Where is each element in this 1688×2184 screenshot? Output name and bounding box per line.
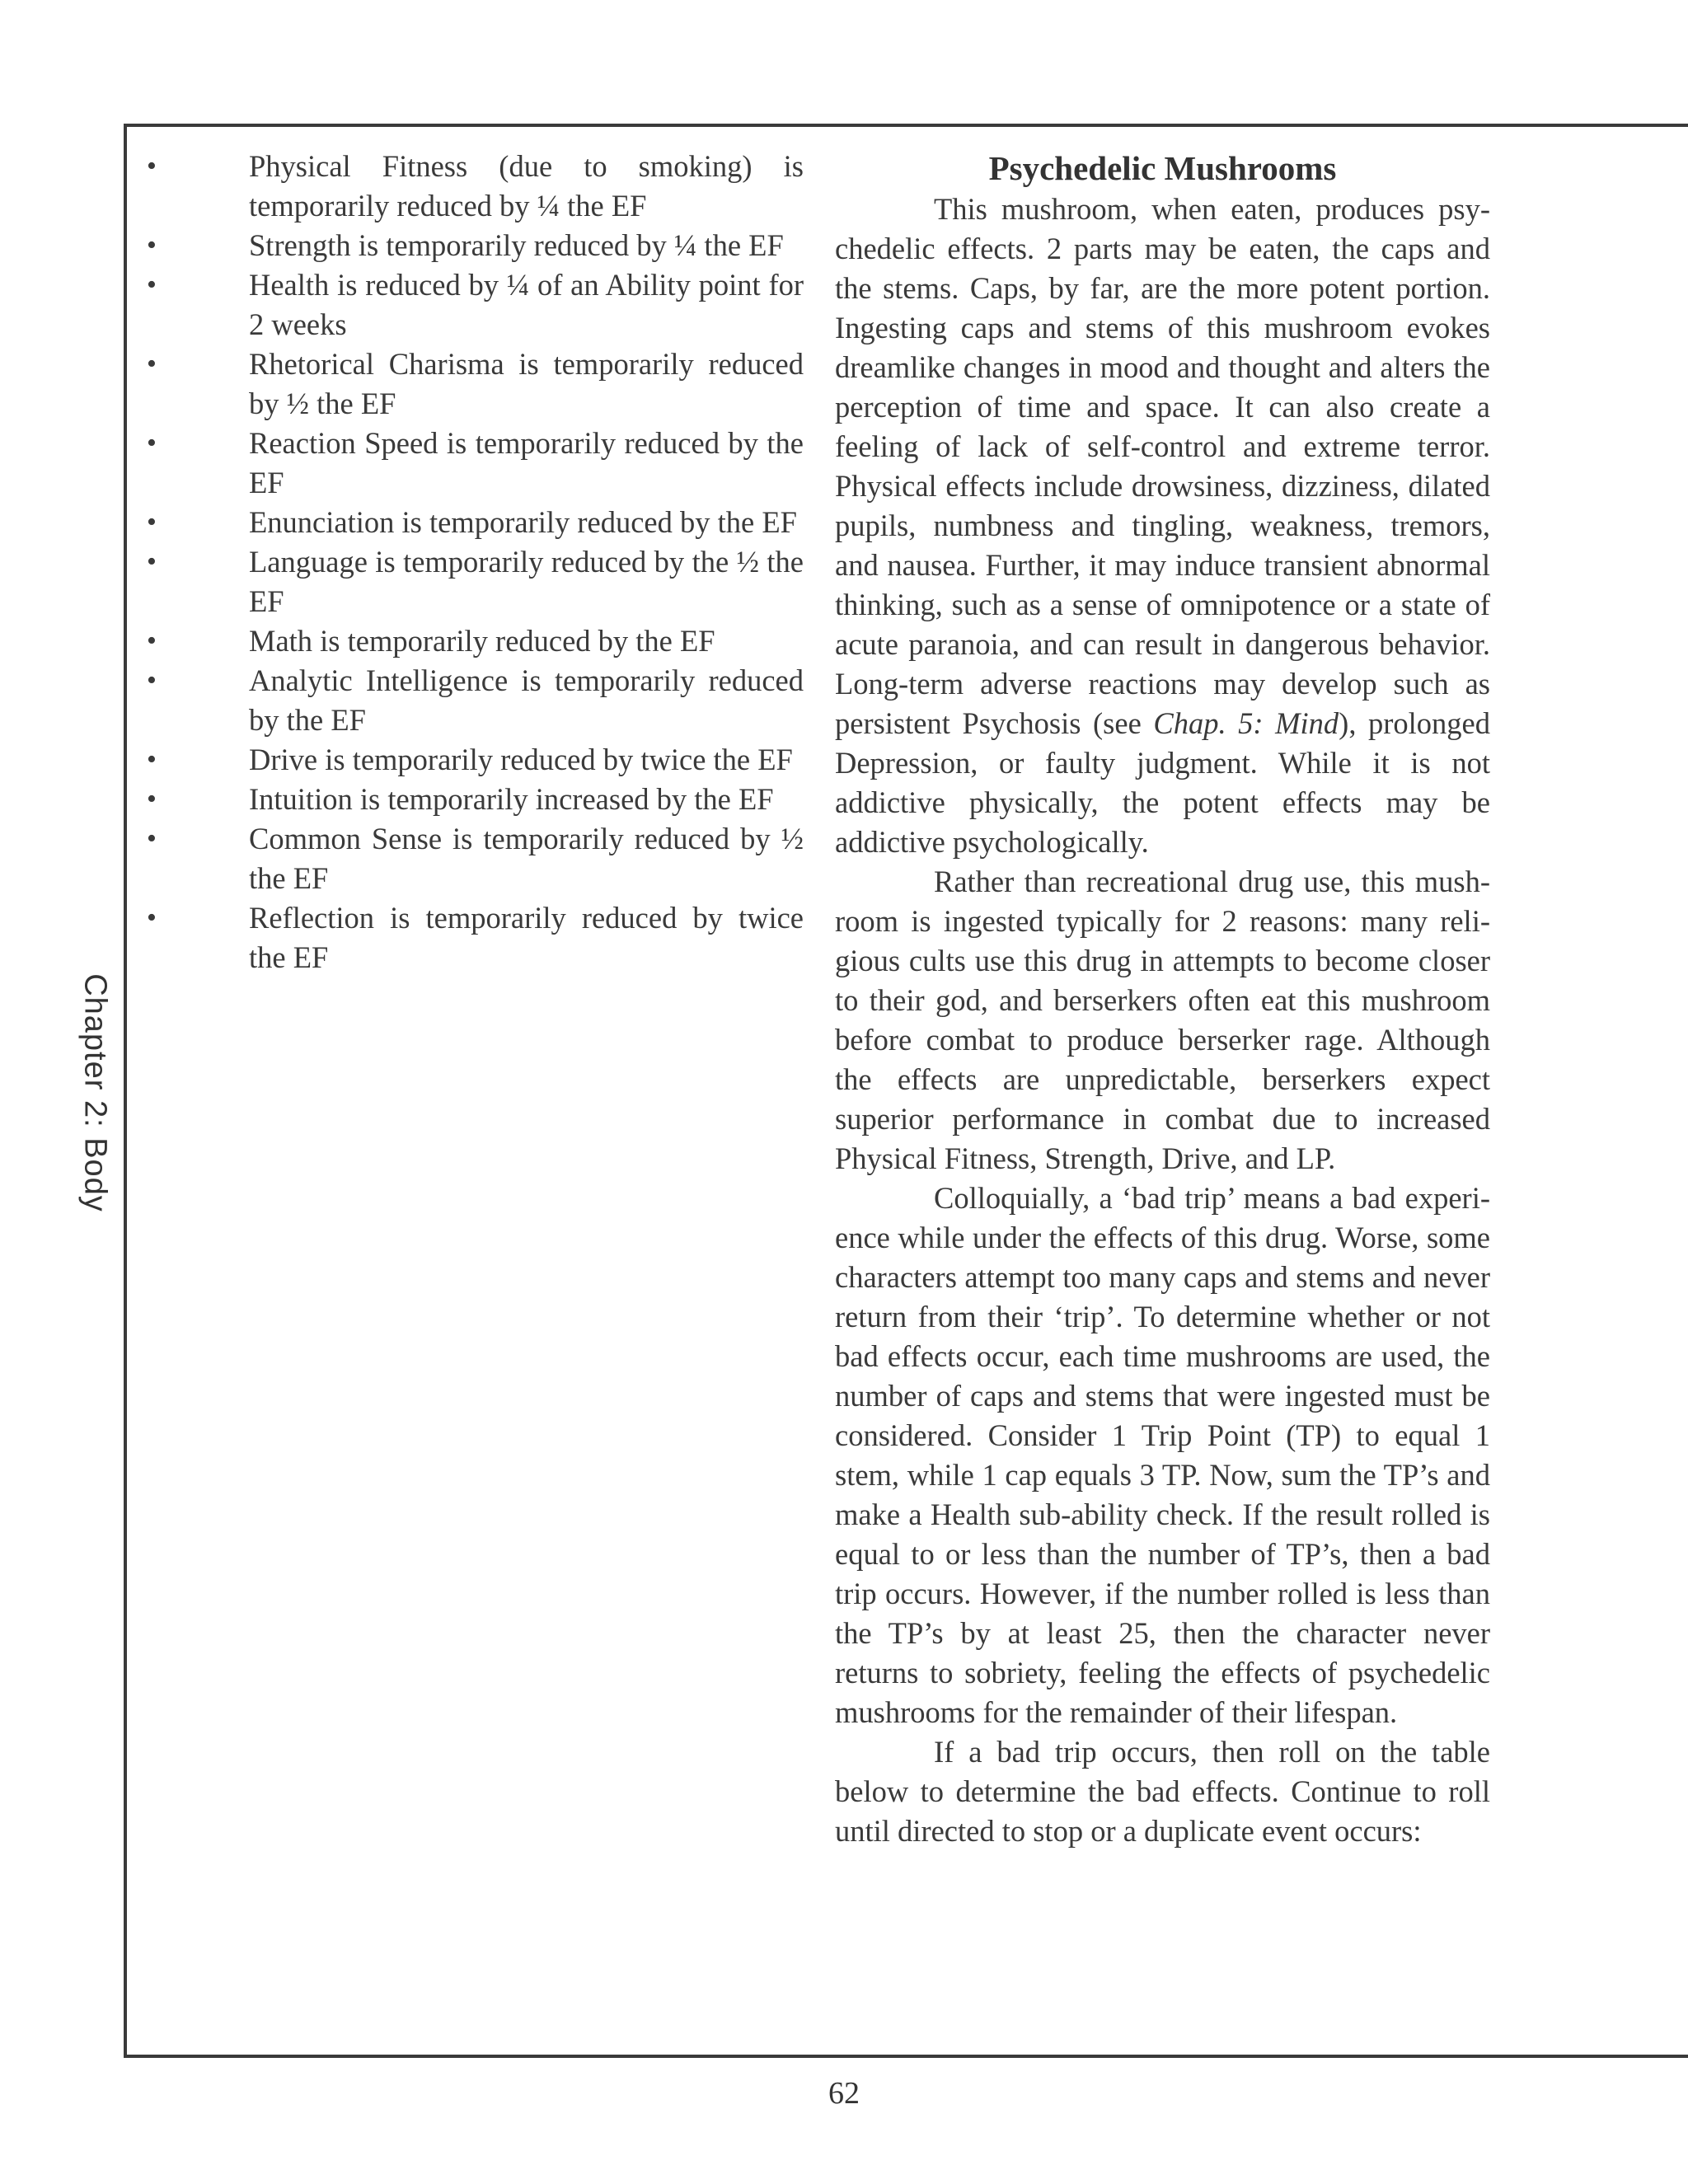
bullet-item: • Physical Fitness (due to smoking) is temporarily reduced by ¼ the EF (147, 147, 804, 226)
bullet-item: • Reaction Speed is temporarily reduced by the EF (147, 424, 804, 503)
bullet-icon: • (147, 349, 157, 379)
bullet-item: • Health is reduced by ¼ of an Ability point for 2 weeks (147, 265, 804, 344)
bullet-item: • Common Sense is temporarily reduced by ½ the EF (147, 819, 804, 898)
bullet-icon: • (147, 507, 157, 537)
bullet-item: • Reflection is temporarily reduced by twice the EF (147, 898, 804, 977)
left-column (147, 147, 804, 977)
bullet-icon: • (147, 784, 157, 814)
bullet-icon: • (147, 823, 157, 854)
bullet-item: • Language is temporarily reduced by the ½ the EF (147, 542, 804, 621)
bullet-icon: • (147, 665, 157, 696)
right-column (835, 147, 1490, 1851)
bullet-item: • Rhetorical Charisma is temporarily reduced by ½ the EF (147, 344, 804, 424)
bullet-item: • Strength is temporarily reduced by ¼ the EF (147, 226, 804, 265)
effects-bullet-list (147, 147, 804, 977)
bullet-icon: • (147, 428, 157, 458)
paragraph-roll-table: If a bad trip occurs, then roll on the table below to determine the bad effects. Continue to roll until directed to stop or a duplicate event occurs: (835, 1735, 1490, 1848)
bullet-item: • Math is temporarily reduced by the EF (147, 621, 804, 661)
bullet-item: • Analytic Intelligence is temporarily reduced by the EF (147, 661, 804, 740)
bullet-icon: • (147, 902, 157, 933)
paragraph-intro: This mushroom, when eaten, produces psychedelic effects. 2 parts may be eaten, the caps and the stems. Caps, by far, are the more potent portion. Ingesting caps and stems of this mushroom evokes dreamlike changes in mood and thought and alters the perception of time and space. It can also create a feeling of lack of self-control and extreme terror. Physical effects include drowsiness, dizziness, dilated pupils, numbness and tingling, weakness, tremors, and nausea. Further, it may induce transient abnormal thinking, such as a sense of omnipotence or a state of acute paranoia, and can result in dangerous behavior. Long-term adverse reactions may develop such as persistent Psychosis (see Chap. 5: Mind), prolonged Depression, or faulty judgment. While it is not addictive physically, the potent effects may be addictive psychologically. (835, 192, 1491, 859)
bullet-icon: • (147, 151, 157, 181)
bullet-icon: • (147, 230, 157, 260)
bullet-item: • Intuition is temporarily increased by the EF (147, 780, 804, 819)
bullet-item: • Drive is temporarily reduced by twice the EF (147, 740, 804, 780)
bullet-icon: • (147, 546, 157, 577)
bullet-icon: • (147, 269, 157, 300)
page-number: 62 (828, 2076, 860, 2111)
section-heading: Psychedelic Mushrooms (988, 149, 1337, 187)
bullet-icon: • (147, 744, 157, 775)
paragraph-uses: Rather than recreational drug use, this mushroom is ingested typically for 2 reasons: many religious cults use this drug in attempts to become closer to their god, and berserkers often eat this mushroom before combat to produce berserker rage. Although the effects are unpredictable, berserkers expect superior performance in combat due to increased Physical Fitness, Strength, Drive, and LP. (835, 865, 1490, 1175)
bullet-icon: • (147, 626, 157, 656)
chapter-side-label: Chapter 2: Body (77, 973, 113, 1212)
paragraph-bad-trip: Colloquially, a ‘bad trip’ means a bad experience while under the effects of this drug. Worse, some characters attempt too many caps and stems and never return from their ‘trip’. To determine whether or not bad effects occur, each time mushrooms are used, the number of caps and stems that were ingested must be considered. Consider 1 Trip Point (TP) to equal 1 stem, while 1 cap equals 3 TP. Now, sum the TP’s and make a Health sub-ability check. If the result rolled is equal to or less than the number of TP’s, then a bad trip occurs. However, if the number rolled is less than the TP’s by at least 25, then the character never returns to sobriety, feeling the effects of psychedelic mushrooms for the remainder of their lifespan. (835, 1181, 1490, 1729)
bullet-item: • Enunciation is temporarily reduced by the EF (147, 503, 804, 542)
chapter-reference: Chap. 5: Mind (1153, 706, 1339, 740)
